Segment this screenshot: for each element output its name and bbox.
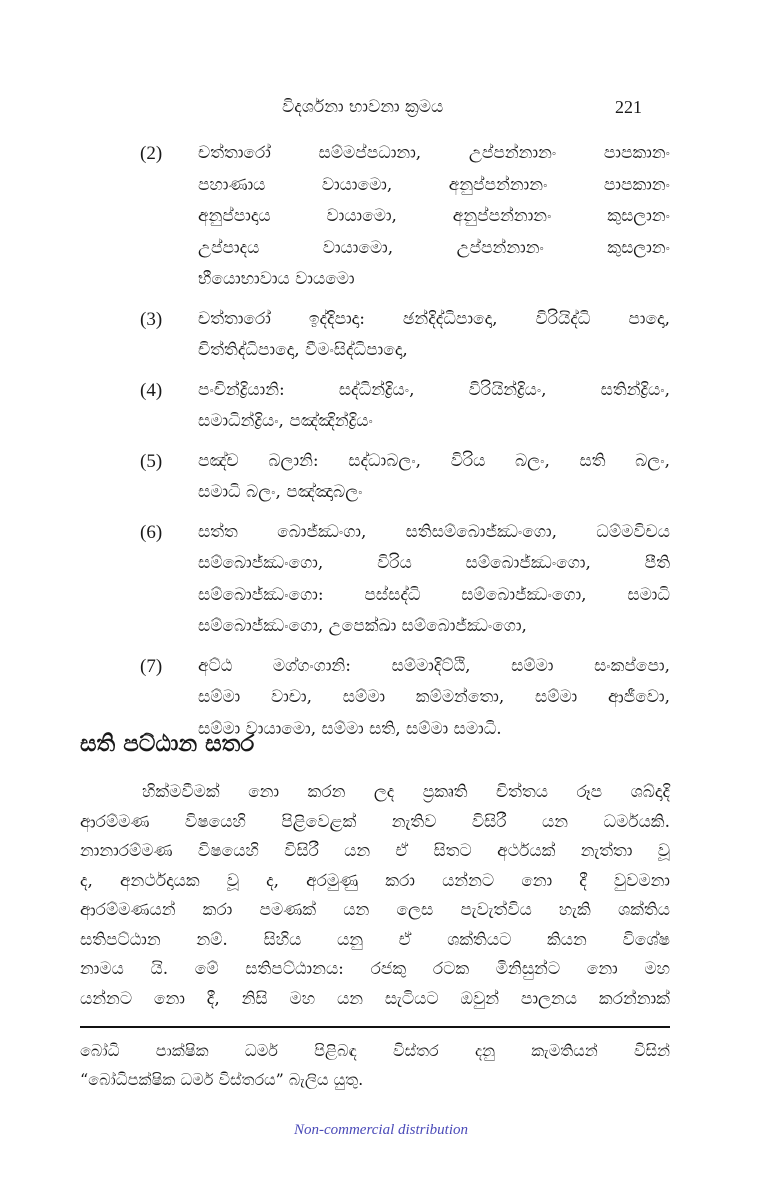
paragraph-line: සතිපට්ඨාන නම්. සිහිය යනු ඒ ශක්තියට කියන විශේෂ bbox=[80, 929, 670, 950]
footnote-divider bbox=[80, 1026, 670, 1028]
section-heading: සති පට්ඨාන සතර bbox=[80, 730, 255, 757]
item-line: සත්ත බොජ්ඣංගා, සතිසම්බොජ්ඣංගො, ධම්මවිචය bbox=[198, 521, 670, 542]
item-line: භීයොභාවාය වායමො bbox=[198, 269, 355, 289]
paragraph-line: ආරම්මණයන් කරා පමණක් යන ලෙස පැවැත්විය හැකි ශක්තිය bbox=[80, 900, 670, 920]
footnote-line: බෝධි පාක්ෂික ධර්ම පිළිබඳ විස්තර දනු කැමතියන් විසින් bbox=[80, 1041, 670, 1060]
item-line: පංචින්ද්‍රියානි: සද්ධින්ද්‍රියං, විරියින්ද්‍රියං, සතින්ද්‍රියං, bbox=[198, 379, 670, 400]
paragraph-line: හික්මවීමක් නො කරන ලද ප්‍රකෘති චිත්තය රූප ශබ්දාදි bbox=[142, 782, 670, 802]
item-number: (6) bbox=[140, 521, 163, 543]
paragraph-line: යන්නට නො දී, නිසි මහ යන සැටියට ඔවුන් පාලනය කරන්නාක් bbox=[80, 988, 670, 1009]
watermark: Non-commercial distribution bbox=[293, 1122, 469, 1138]
paragraph-line: නානාරම්මණ විෂයෙහි විසිරී යන ඒ සිතට අර්ථයක් නැත්තා වූ bbox=[80, 841, 670, 861]
item-line: සමාධි බලං, පඤ්ඤාබලං bbox=[198, 482, 363, 502]
item-line: පඤ්ච බලානි: සද්ධාබලං, විරිය බලං, සති බලං, bbox=[198, 450, 670, 471]
paragraph-line: නාමය යි. මේ සතිපට්ඨානය: රජකු රටක මිනිසුන්ට නො මහ bbox=[80, 959, 670, 979]
item-line: චිත්තිද්ධිපාදො, වීමංසිද්ධිපාදො, bbox=[198, 340, 408, 360]
numbered-list bbox=[140, 138, 670, 753]
item-line: සම්මා වාචා, සම්මා කම්මන්තො, සම්මා ආජීවො, bbox=[198, 687, 670, 707]
item-number: (5) bbox=[140, 450, 163, 472]
page-header bbox=[0, 92, 762, 122]
footnote-line: “බෝධිපක්ෂික ධර්ම විස්තරය” බැලිය යුතු. bbox=[80, 1070, 364, 1089]
running-title: විදර්ශනා භාවනා ක්‍රමය bbox=[282, 97, 444, 117]
item-line: පහාණාය වායාමො, අනුප්පන්නානං පාපකානං bbox=[198, 174, 670, 195]
item-line: සම්බොජ්ඣංගො: පස්සද්ධි සම්බොජ්ඣංගො, සමාධි bbox=[198, 584, 670, 605]
list-item-3 bbox=[140, 304, 670, 367]
paragraph-line: ද, අනර්ථදායක වූ ද, අරමුණු කරා යන්නට නො දී වුවමනා bbox=[80, 870, 670, 891]
item-number: (7) bbox=[140, 655, 163, 677]
item-line: අට්ඨ මග්ගංගානි: සම්මාදිට්ඨි, සම්මා සංකප්පො, bbox=[198, 655, 670, 676]
item-line: අනුප්පාදාය වායාමො, අනුප්පන්නානං කුසලානං bbox=[198, 206, 670, 226]
item-line: උප්පාදය වායාමො, උප්පන්නානං කුසලානං bbox=[198, 237, 670, 258]
body-paragraph bbox=[80, 778, 670, 1014]
item-number: (2) bbox=[140, 143, 163, 164]
item-number: (4) bbox=[140, 379, 163, 401]
page-number: 221 bbox=[615, 97, 642, 117]
footnote bbox=[80, 1036, 670, 1094]
list-item-5 bbox=[140, 446, 670, 509]
item-number: (3) bbox=[140, 308, 163, 330]
list-item-4 bbox=[140, 375, 670, 438]
item-line: සමාධින්ද්‍රියං, පඤ්ඤින්ද්‍රියං bbox=[198, 411, 373, 431]
item-line: චත්තාරෝ සම්මප්පධානා, උප්පන්නානං පාපකානං bbox=[198, 143, 670, 163]
paragraph-line: ආරම්මණ විෂයෙහි පිළිවෙළක් නැතිව විසිරී යන ධර්මයකි. bbox=[80, 811, 670, 832]
item-line: චත්තාරෝ ඉද්දිපාදා: ඡන්දිද්ධිපාදො, විරියිද්ධි පාදො, bbox=[198, 308, 670, 329]
list-item-2 bbox=[140, 138, 670, 296]
item-line: සම්බොජ්ඣංගො, උපෙක්ඛා සම්බොජ්ඣංගො, bbox=[198, 616, 527, 636]
item-line: සම්මා වායාමො, සම්මා සති, සම්මා සමාධි. bbox=[198, 718, 502, 739]
item-line: සම්බොජ්ඣංගො, විරිය සම්බොජ්ඣංගො, පීති bbox=[198, 553, 670, 573]
list-item-6 bbox=[140, 517, 670, 643]
